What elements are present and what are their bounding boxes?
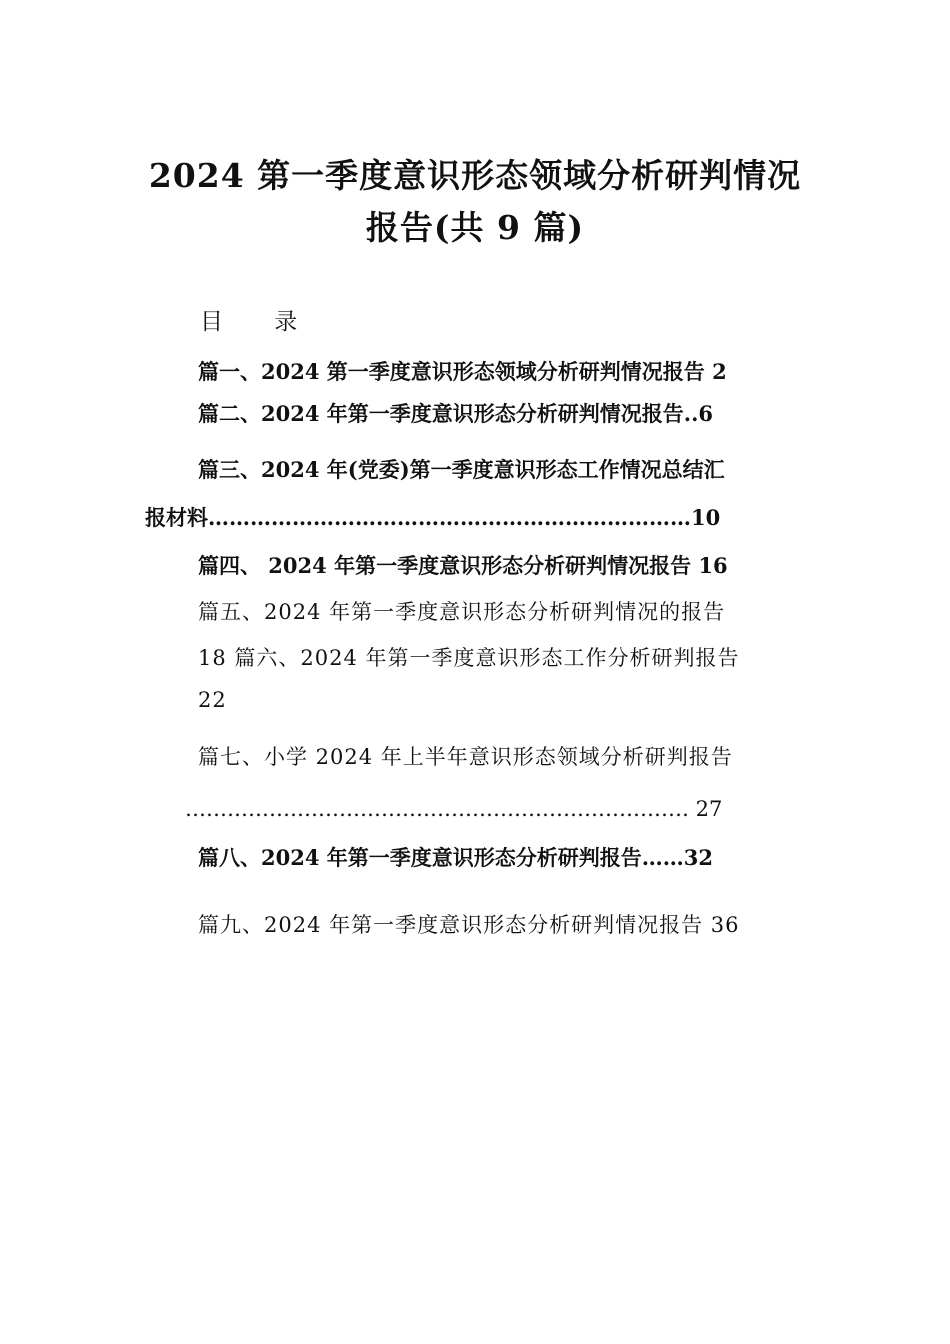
toc-heading: 目 录	[200, 309, 320, 335]
toc-entry-1: 篇一、2024 第一季度意识形态领域分析研判情况报告 2	[198, 359, 727, 384]
document-title-line-1: 2024 第一季度意识形态领域分析研判情况	[148, 156, 802, 195]
document-title-line-2: 报告(共 9 篇)	[365, 208, 585, 247]
toc-entry-5-page-and-entry-6: 18 篇六、2024 年第一季度意识形态工作分析研判报告	[198, 646, 740, 670]
toc-entry-4: 篇四、 2024 年第一季度意识形态分析研判情况报告 16	[198, 553, 728, 578]
toc-entry-7-page: ……………………………………………………………… 27	[185, 797, 723, 821]
toc-entry-7: 篇七、小学 2024 年上半年意识形态领域分析研判报告	[198, 745, 733, 769]
toc-entry-2: 篇二、2024 年第一季度意识形态分析研判情况报告..6	[198, 401, 713, 426]
toc-entry-3-part-1: 篇三、2024 年(党委)第一季度意识形态工作情况总结汇	[198, 457, 725, 482]
toc-entry-9: 篇九、2024 年第一季度意识形态分析研判情况报告 36	[198, 913, 740, 937]
toc-entry-5: 篇五、2024 年第一季度意识形态分析研判情况的报告	[198, 600, 726, 624]
toc-entry-3-part-2: 报材料……………………………………………………………10	[145, 505, 721, 530]
toc-entry-6-page: 22	[198, 688, 227, 712]
toc-entry-8: 篇八、2024 年第一季度意识形态分析研判报告……32	[198, 845, 713, 870]
